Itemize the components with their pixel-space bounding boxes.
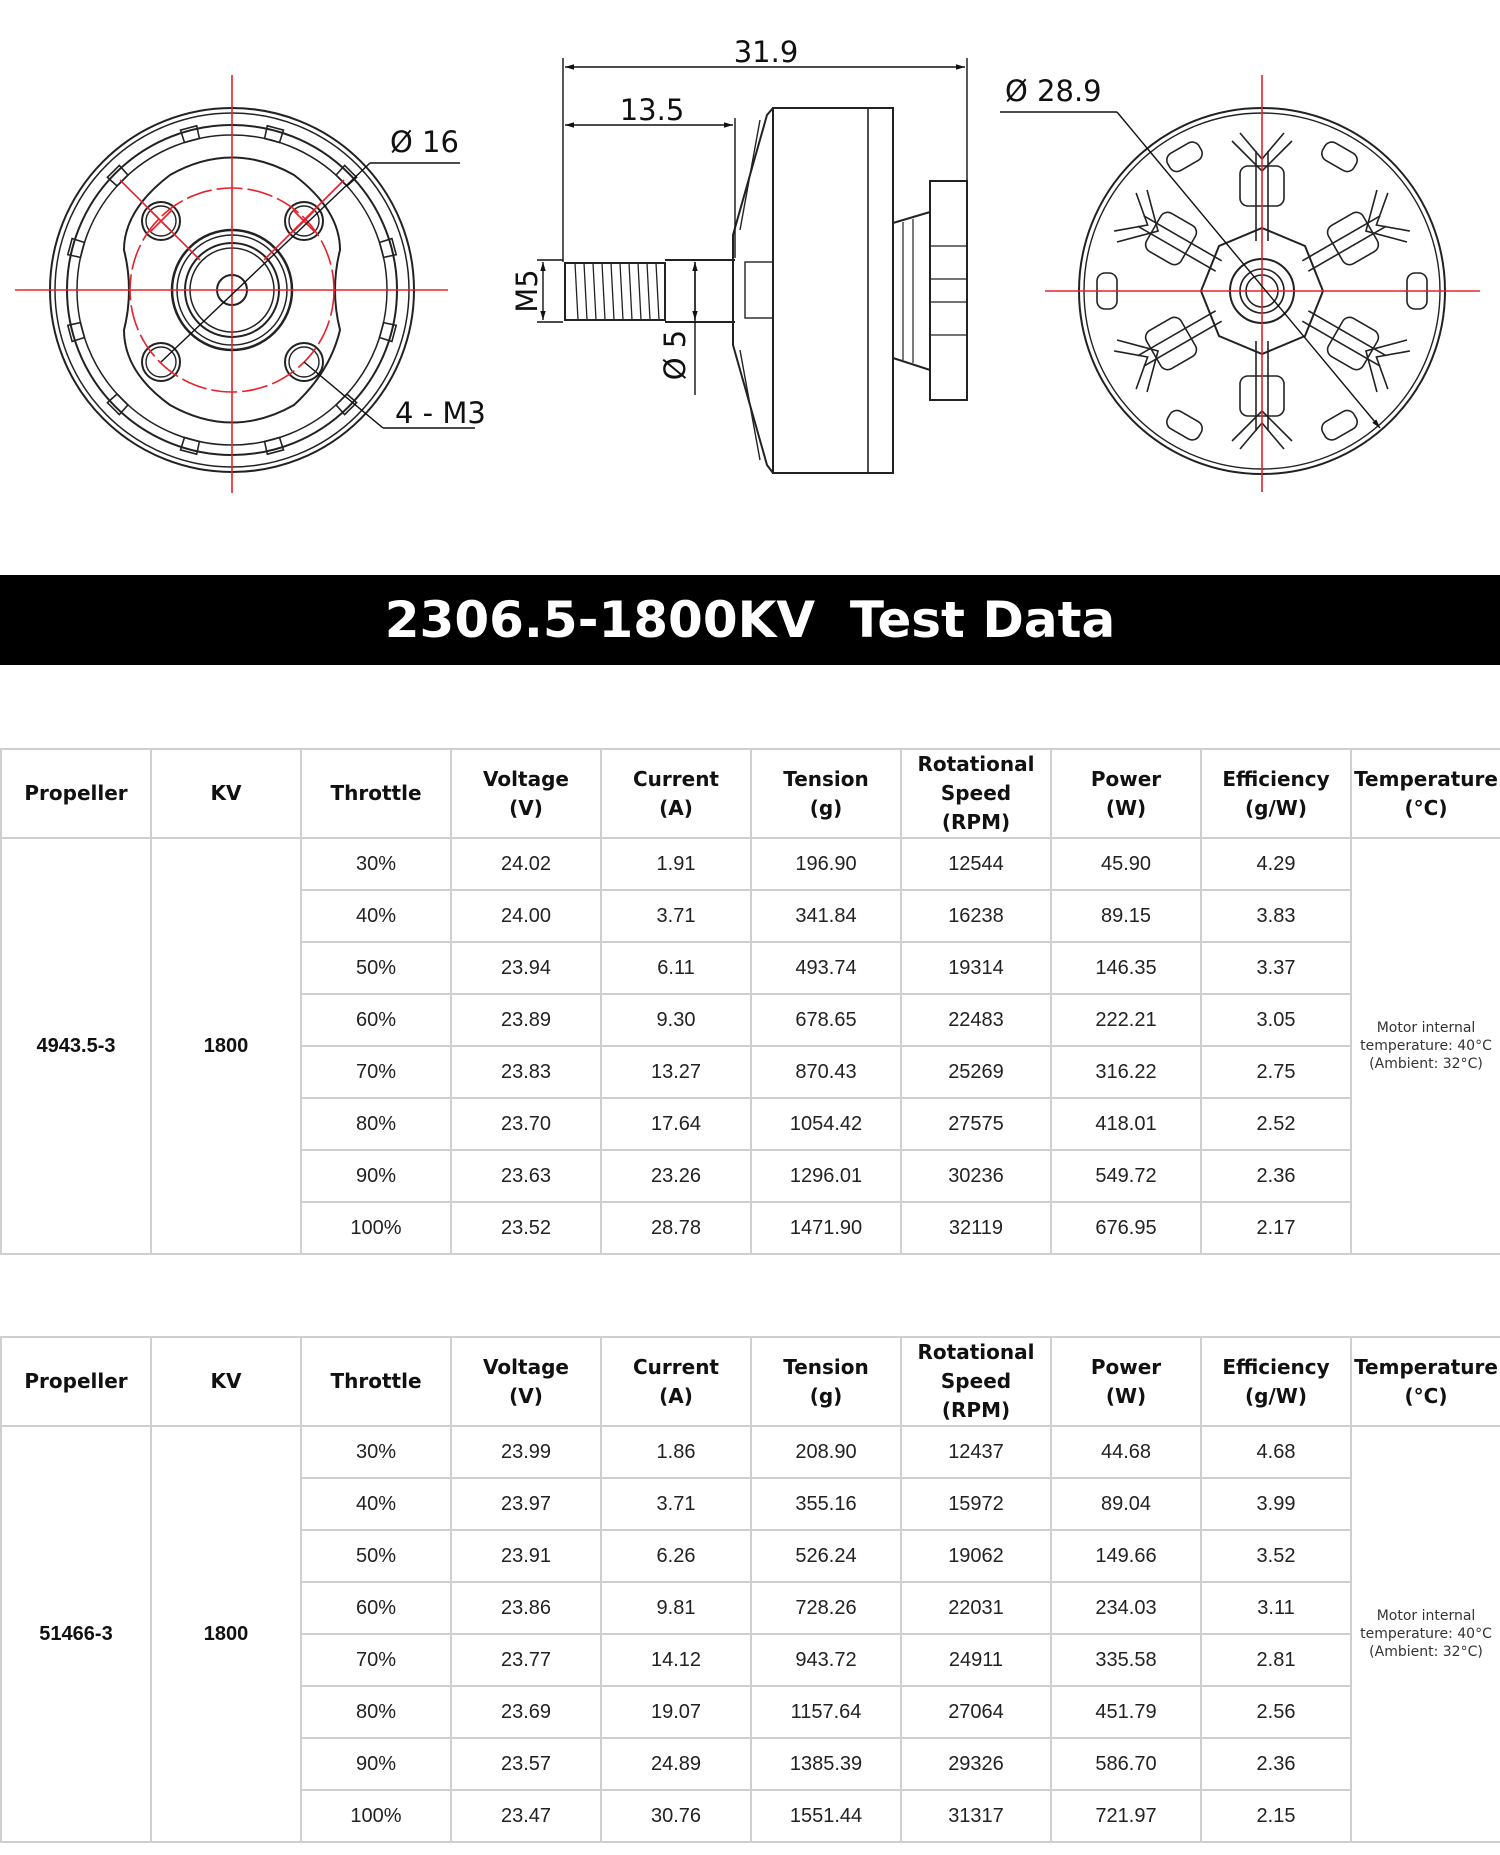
column-header-unit: (RPM) xyxy=(941,1398,1011,1422)
throttle-cell: 90% xyxy=(301,1738,451,1790)
column-header-label: Temperature xyxy=(1354,766,1498,791)
voltage-cell: 23.70 xyxy=(451,1098,601,1150)
tension-cell: 1471.90 xyxy=(751,1202,901,1254)
rim-slot xyxy=(181,438,200,455)
tension-cell: 728.26 xyxy=(751,1582,901,1634)
current-cell: 17.64 xyxy=(601,1098,751,1150)
tension-cell: 208.90 xyxy=(751,1426,901,1478)
current-cell: 9.30 xyxy=(601,994,751,1046)
column-header xyxy=(151,1337,301,1426)
thread-line xyxy=(656,263,659,320)
rim-slot xyxy=(181,126,200,143)
column-header xyxy=(451,1337,601,1426)
efficiency-cell: 2.17 xyxy=(1201,1202,1351,1254)
temperature-note-line: Motor internal xyxy=(1376,1020,1476,1036)
kv-cell: 1800 xyxy=(151,1426,301,1842)
efficiency-cell: 2.75 xyxy=(1201,1046,1351,1098)
efficiency-cell: 3.11 xyxy=(1201,1582,1351,1634)
rear-pad xyxy=(1319,139,1360,174)
efficiency-cell: 2.15 xyxy=(1201,1790,1351,1842)
column-header-unit: (g) xyxy=(809,1383,843,1408)
rear-spoke xyxy=(1110,290,1234,396)
throttle-cell: 80% xyxy=(301,1098,451,1150)
column-header-label: KV xyxy=(210,1369,242,1393)
tension-cell: 870.43 xyxy=(751,1046,901,1098)
rpm-cell: 15972 xyxy=(901,1478,1051,1530)
current-cell: 9.81 xyxy=(601,1582,751,1634)
rpm-cell: 22031 xyxy=(901,1582,1051,1634)
rpm-cell: 19314 xyxy=(901,942,1051,994)
column-header xyxy=(1351,749,1500,838)
rpm-cell: 32119 xyxy=(901,1202,1051,1254)
tension-cell: 526.24 xyxy=(751,1530,901,1582)
side-view-drawing xyxy=(565,108,967,473)
throttle-cell: 60% xyxy=(301,1582,451,1634)
column-header-label: Current xyxy=(632,1354,719,1379)
tension-cell: 678.65 xyxy=(751,994,901,1046)
column-header-label: Propeller xyxy=(24,781,128,805)
table-row xyxy=(1,1426,1500,1478)
column-header-label: Current xyxy=(632,766,719,791)
column-header xyxy=(301,749,451,838)
rear-diameter-label: Ø 28.9 xyxy=(1005,74,1102,108)
thread-label: M5 xyxy=(510,269,544,313)
propeller-cell: 4943.5-3 xyxy=(1,838,151,1254)
throttle-cell: 80% xyxy=(301,1686,451,1738)
kv-cell: 1800 xyxy=(151,838,301,1254)
efficiency-cell: 4.68 xyxy=(1201,1426,1351,1478)
column-header xyxy=(751,1337,901,1426)
column-header xyxy=(1051,1337,1201,1426)
voltage-cell: 23.69 xyxy=(451,1686,601,1738)
current-cell: 3.71 xyxy=(601,1478,751,1530)
column-header xyxy=(1,1337,151,1426)
tension-cell: 1551.44 xyxy=(751,1790,901,1842)
rim-slot xyxy=(68,239,85,258)
column-header-label: Rotational Speed xyxy=(917,752,1035,805)
temperature-note-line: (Ambient: 32°C) xyxy=(1369,1056,1483,1072)
title-banner xyxy=(0,575,1500,665)
current-cell: 13.27 xyxy=(601,1046,751,1098)
voltage-cell: 23.97 xyxy=(451,1478,601,1530)
rim-slot xyxy=(107,165,128,186)
power-cell: 586.70 xyxy=(1051,1738,1201,1790)
power-cell: 418.01 xyxy=(1051,1098,1201,1150)
tension-cell: 355.16 xyxy=(751,1478,901,1530)
propeller-cell: 51466-3 xyxy=(1,1426,151,1842)
column-header-unit: (A) xyxy=(659,1383,693,1408)
shaft-length-label: 13.5 xyxy=(619,93,685,127)
rear-pad xyxy=(1164,408,1205,443)
voltage-cell: 23.86 xyxy=(451,1582,601,1634)
efficiency-cell: 3.83 xyxy=(1201,890,1351,942)
tension-cell: 943.72 xyxy=(751,1634,901,1686)
power-cell: 335.58 xyxy=(1051,1634,1201,1686)
current-cell: 1.91 xyxy=(601,838,751,890)
temperature-note-cell xyxy=(1351,1426,1500,1842)
thread-line xyxy=(647,263,650,320)
efficiency-cell: 2.36 xyxy=(1201,1738,1351,1790)
column-header-label: Propeller xyxy=(24,1369,128,1393)
throttle-cell: 60% xyxy=(301,994,451,1046)
column-header xyxy=(901,1337,1051,1426)
column-header-label: Throttle xyxy=(330,1369,422,1393)
current-cell: 1.86 xyxy=(601,1426,751,1478)
voltage-cell: 23.94 xyxy=(451,942,601,994)
power-cell: 549.72 xyxy=(1051,1150,1201,1202)
column-header xyxy=(1201,1337,1351,1426)
rpm-cell: 31317 xyxy=(901,1790,1051,1842)
tension-cell: 1385.39 xyxy=(751,1738,901,1790)
efficiency-cell: 2.52 xyxy=(1201,1098,1351,1150)
tension-cell: 1054.42 xyxy=(751,1098,901,1150)
column-header xyxy=(601,749,751,838)
column-header-label: Power xyxy=(1090,766,1162,791)
power-cell: 676.95 xyxy=(1051,1202,1201,1254)
power-cell: 451.79 xyxy=(1051,1686,1201,1738)
temperature-note-line: temperature: 40°C xyxy=(1360,1626,1492,1642)
column-header-unit: (W) xyxy=(1105,795,1147,820)
throttle-cell: 40% xyxy=(301,890,451,942)
current-cell: 19.07 xyxy=(601,1686,751,1738)
voltage-cell: 23.63 xyxy=(451,1150,601,1202)
throttle-cell: 50% xyxy=(301,1530,451,1582)
shaft-diameter-label: Ø 5 xyxy=(658,329,692,381)
tension-cell: 196.90 xyxy=(751,838,901,890)
column-header-unit: (°C) xyxy=(1404,795,1448,820)
tension-cell: 493.74 xyxy=(751,942,901,994)
thread-line xyxy=(602,263,605,320)
column-header-unit: (RPM) xyxy=(941,810,1011,834)
table-row xyxy=(1,838,1500,890)
throttle-cell: 70% xyxy=(301,1634,451,1686)
voltage-cell: 24.00 xyxy=(451,890,601,942)
efficiency-cell: 3.05 xyxy=(1201,994,1351,1046)
column-header-label: Voltage xyxy=(483,766,569,791)
throttle-cell: 30% xyxy=(301,1426,451,1478)
power-cell: 149.66 xyxy=(1051,1530,1201,1582)
column-header-label: Rotational Speed xyxy=(917,1340,1035,1393)
throttle-cell: 50% xyxy=(301,942,451,994)
rpm-cell: 12437 xyxy=(901,1426,1051,1478)
temperature-note-cell xyxy=(1351,838,1500,1254)
table-header-row xyxy=(1,749,1500,838)
voltage-cell: 23.91 xyxy=(451,1530,601,1582)
throttle-cell: 90% xyxy=(301,1150,451,1202)
rear-spoke xyxy=(1110,186,1234,292)
test-data-table-1 xyxy=(0,748,1500,1255)
current-cell: 14.12 xyxy=(601,1634,751,1686)
front-view-centerlines xyxy=(15,75,448,493)
column-header-unit: (g) xyxy=(809,795,843,820)
efficiency-cell: 2.81 xyxy=(1201,1634,1351,1686)
rim-slot xyxy=(380,323,397,342)
mounting-holes-label: 4 - M3 xyxy=(395,396,486,430)
front-diameter-label: Ø 16 xyxy=(390,125,459,159)
current-cell: 23.26 xyxy=(601,1150,751,1202)
temperature-note-line: Motor internal xyxy=(1376,1608,1476,1624)
column-header xyxy=(1051,749,1201,838)
thread-line xyxy=(611,263,614,320)
column-header-unit: (V) xyxy=(509,1383,543,1408)
efficiency-cell: 3.37 xyxy=(1201,942,1351,994)
rim-slot xyxy=(336,165,357,186)
power-cell: 89.15 xyxy=(1051,890,1201,942)
column-header-unit: (g/W) xyxy=(1245,1383,1307,1408)
current-cell: 3.71 xyxy=(601,890,751,942)
front-view-dimensions xyxy=(161,163,475,428)
power-cell: 44.68 xyxy=(1051,1426,1201,1478)
column-header-unit: (g/W) xyxy=(1245,795,1307,820)
motor-dimension-drawings xyxy=(0,0,1500,540)
page-title: 2306.5-1800KV Test Data xyxy=(384,591,1116,649)
voltage-cell: 23.99 xyxy=(451,1426,601,1478)
column-header-unit: (A) xyxy=(659,795,693,820)
thread-line xyxy=(620,263,623,320)
rpm-cell: 22483 xyxy=(901,994,1051,1046)
voltage-cell: 23.47 xyxy=(451,1790,601,1842)
rpm-cell: 19062 xyxy=(901,1530,1051,1582)
column-header-label: KV xyxy=(210,781,242,805)
column-header xyxy=(451,749,601,838)
column-header-label: Efficiency xyxy=(1222,766,1330,791)
rim-slot xyxy=(265,126,284,143)
column-header xyxy=(1201,749,1351,838)
rpm-cell: 29326 xyxy=(901,1738,1051,1790)
rear-view-dimensions xyxy=(1000,112,1380,428)
rear-view-centerlines xyxy=(1045,75,1480,492)
thread-line xyxy=(593,263,596,320)
tension-cell: 1157.64 xyxy=(751,1686,901,1738)
overall-length-label: 31.9 xyxy=(733,35,799,69)
thread-line xyxy=(575,263,578,320)
efficiency-cell: 3.52 xyxy=(1201,1530,1351,1582)
rpm-cell: 12544 xyxy=(901,838,1051,890)
rear-spoke xyxy=(1290,186,1414,292)
rear-pad xyxy=(1164,139,1205,174)
table-header-row xyxy=(1,1337,1500,1426)
column-header-unit: (W) xyxy=(1105,1383,1147,1408)
throttle-cell: 40% xyxy=(301,1478,451,1530)
throttle-cell: 100% xyxy=(301,1790,451,1842)
power-cell: 316.22 xyxy=(1051,1046,1201,1098)
tension-cell: 1296.01 xyxy=(751,1150,901,1202)
temperature-note-line: (Ambient: 32°C) xyxy=(1369,1644,1483,1660)
test-data-table-2 xyxy=(0,1336,1500,1843)
current-cell: 24.89 xyxy=(601,1738,751,1790)
rpm-cell: 27064 xyxy=(901,1686,1051,1738)
thread-line xyxy=(584,263,587,320)
rim-slot xyxy=(68,323,85,342)
temperature-note-line: temperature: 40°C xyxy=(1360,1038,1492,1054)
column-header xyxy=(751,749,901,838)
voltage-cell: 23.89 xyxy=(451,994,601,1046)
efficiency-cell: 4.29 xyxy=(1201,838,1351,890)
rpm-cell: 25269 xyxy=(901,1046,1051,1098)
thread-line xyxy=(629,263,632,320)
column-header xyxy=(1,749,151,838)
power-cell: 234.03 xyxy=(1051,1582,1201,1634)
column-header-label: Efficiency xyxy=(1222,1354,1330,1379)
throttle-cell: 30% xyxy=(301,838,451,890)
rim-slot xyxy=(380,239,397,258)
column-header-label: Voltage xyxy=(483,1354,569,1379)
voltage-cell: 23.77 xyxy=(451,1634,601,1686)
rpm-cell: 24911 xyxy=(901,1634,1051,1686)
column-header-label: Tension xyxy=(783,766,869,791)
column-header-label: Throttle xyxy=(330,781,422,805)
column-header-label: Temperature xyxy=(1354,1354,1498,1379)
power-cell: 146.35 xyxy=(1051,942,1201,994)
rpm-cell: 30236 xyxy=(901,1150,1051,1202)
throttle-cell: 70% xyxy=(301,1046,451,1098)
power-cell: 45.90 xyxy=(1051,838,1201,890)
column-header-label: Power xyxy=(1090,1354,1162,1379)
efficiency-cell: 3.99 xyxy=(1201,1478,1351,1530)
column-header xyxy=(601,1337,751,1426)
technical-drawing xyxy=(0,0,1500,540)
efficiency-cell: 2.36 xyxy=(1201,1150,1351,1202)
column-header xyxy=(301,1337,451,1426)
rim-slot xyxy=(265,438,284,455)
thread-line xyxy=(638,263,641,320)
column-header-label: Tension xyxy=(783,1354,869,1379)
current-cell: 28.78 xyxy=(601,1202,751,1254)
voltage-cell: 23.57 xyxy=(451,1738,601,1790)
tension-cell: 341.84 xyxy=(751,890,901,942)
power-cell: 721.97 xyxy=(1051,1790,1201,1842)
rim-slot xyxy=(107,394,128,415)
rpm-cell: 16238 xyxy=(901,890,1051,942)
current-cell: 6.26 xyxy=(601,1530,751,1582)
rpm-cell: 27575 xyxy=(901,1098,1051,1150)
column-header-unit: (V) xyxy=(509,795,543,820)
column-header xyxy=(1351,1337,1500,1426)
throttle-cell: 100% xyxy=(301,1202,451,1254)
current-cell: 6.11 xyxy=(601,942,751,994)
power-cell: 222.21 xyxy=(1051,994,1201,1046)
rear-pad xyxy=(1319,408,1360,443)
column-header-unit: (°C) xyxy=(1404,1383,1448,1408)
column-header xyxy=(901,749,1051,838)
current-cell: 30.76 xyxy=(601,1790,751,1842)
voltage-cell: 24.02 xyxy=(451,838,601,890)
voltage-cell: 23.52 xyxy=(451,1202,601,1254)
voltage-cell: 23.83 xyxy=(451,1046,601,1098)
power-cell: 89.04 xyxy=(1051,1478,1201,1530)
efficiency-cell: 2.56 xyxy=(1201,1686,1351,1738)
column-header xyxy=(151,749,301,838)
